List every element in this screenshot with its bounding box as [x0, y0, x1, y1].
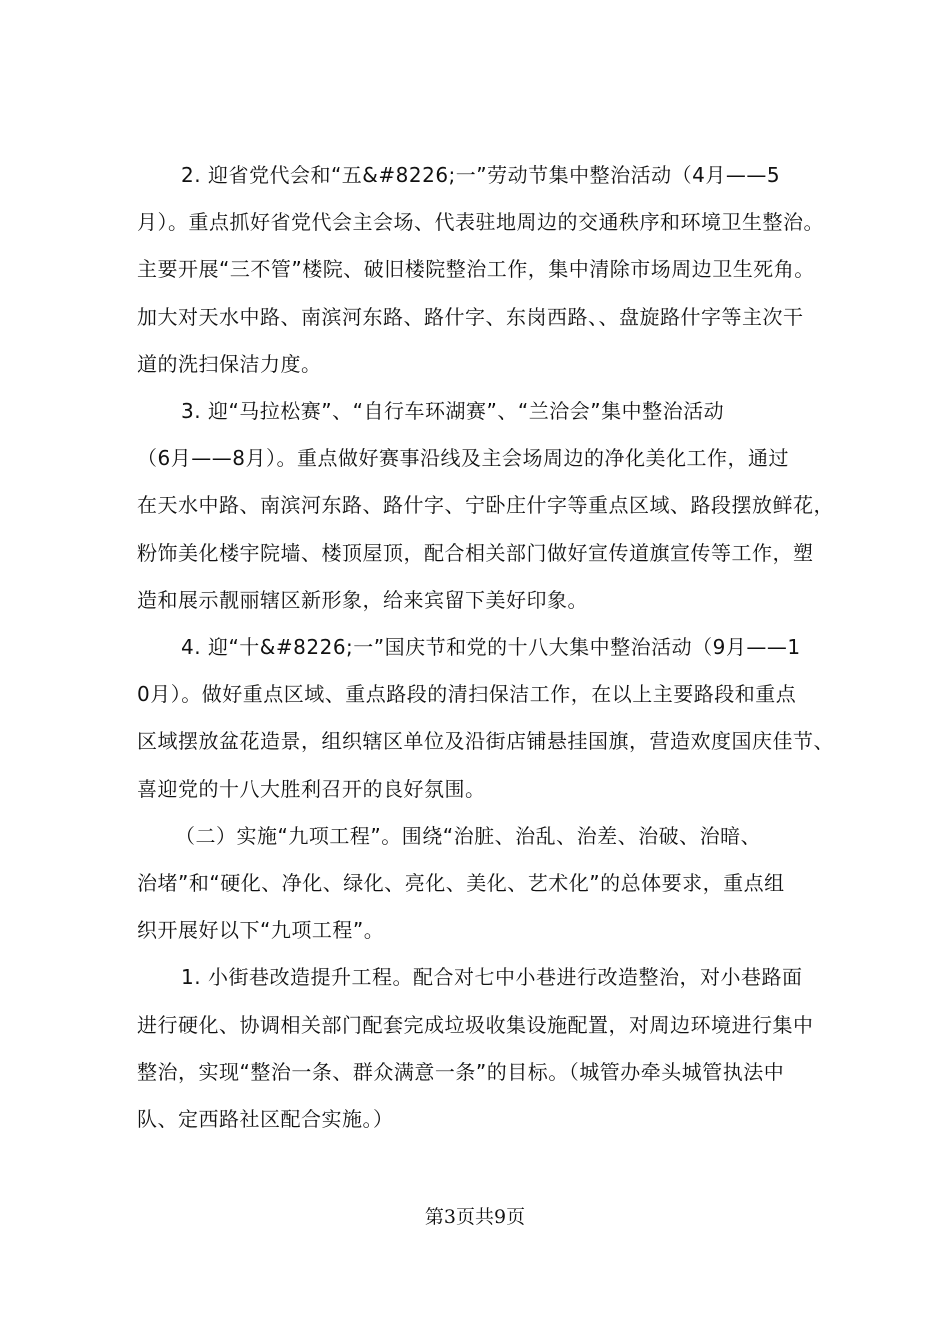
document-body	[137, 152, 834, 1143]
text-line: 0月）。做好重点区域、重点路段的清扫保洁工作，在以上主要路段和重点	[137, 682, 797, 707]
text-line: 喜迎党的十八大胜利召开的良好氛围。	[137, 776, 486, 801]
text-line: 月）。重点抓好省党代会主会场、代表驻地周边的交通秩序和环境卫生整治。	[137, 210, 824, 235]
text-line: 1. 小街巷改造提升工程。配合对七中小巷进行改造整治，对小巷路面	[181, 965, 803, 990]
text-line: 进行硬化、协调相关部门配套完成垃圾收集设施配置，对周边环境进行集中	[137, 1012, 814, 1037]
paragraph-section-nine-projects	[137, 813, 829, 955]
text-line: （二）实施“九项工程”。围绕“治脏、治乱、治差、治破、治暗、	[175, 823, 762, 848]
paragraph-item-4-national-day	[137, 624, 834, 813]
text-line: 道的洗扫保洁力度。	[137, 351, 322, 376]
page-number-footer: 第3页共9页	[424, 1206, 526, 1228]
text-line: 加大对天水中路、南滨河东路、路什字、东岗西路、、盘旋路什字等主次干	[137, 304, 804, 329]
text-line: 治堵”和“硬化、净化、绿化、亮化、美化、艺术化”的总体要求，重点组	[137, 871, 785, 896]
text-line: 主要开展“三不管”楼院、破旧楼院整治工作，集中清除市场周边卫生死角。	[137, 257, 815, 282]
paragraph-item-1-alley-upgrade	[137, 954, 829, 1143]
text-line: 2. 迎省党代会和“五&#8226;一”劳动节集中整治活动（4月——5	[181, 163, 781, 187]
text-line: （6月——8月）。重点做好赛事沿线及主会场周边的净化美化工作，通过	[137, 446, 789, 471]
text-line: 织开展好以下“九项工程”。	[137, 918, 385, 943]
paragraph-item-2-provincial-congress	[137, 152, 829, 388]
text-line: 在天水中路、南滨河东路、路什字、宁卧庄什字等重点区域、路段摆放鲜花，	[137, 493, 834, 518]
text-line: 粉饰美化楼宇院墙、楼顶屋顶，配合相关部门做好宣传道旗宣传等工作，塑	[137, 540, 814, 565]
text-line: 区域摆放盆花造景，组织辖区单位及沿街店铺悬挂国旗，营造欢度国庆佳节、	[137, 729, 834, 754]
paragraph-item-3-marathon	[137, 388, 834, 624]
text-line: 4. 迎“十&#8226;一”国庆节和党的十八大集中整治活动（9月——1	[181, 635, 801, 660]
text-line: 整治，实现“整治一条、群众满意一条”的目标。（城管办牵头城管执法中	[137, 1059, 785, 1084]
text-line: 3. 迎“马拉松赛”、“自行车环湖赛”、“兰洽会”集中整治活动	[181, 399, 725, 424]
text-line: 队、定西路社区配合实施。）	[137, 1107, 394, 1132]
text-line: 造和展示靓丽辖区新形象，给来宾留下美好印象。	[137, 587, 588, 612]
